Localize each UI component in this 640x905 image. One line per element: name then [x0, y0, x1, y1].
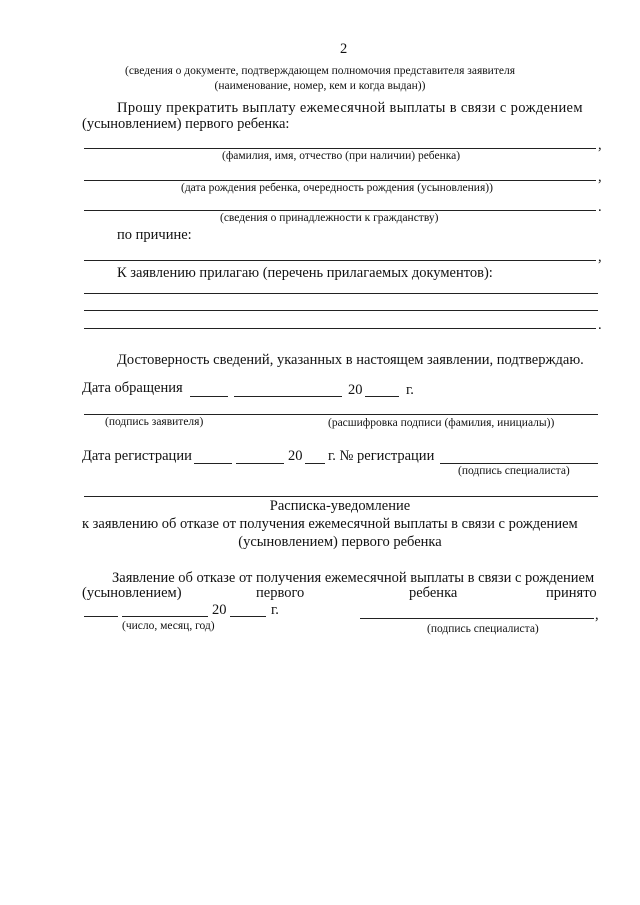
receipt-month-line[interactable]: [122, 616, 208, 617]
receipt-subtitle-2: (усыновлением) первого ребенка: [238, 534, 442, 550]
date-caption: (число, месяц, год): [122, 620, 215, 632]
receipt-word-2: первого: [256, 585, 305, 601]
registration-day-line[interactable]: [194, 463, 232, 464]
period-1: .: [598, 199, 602, 215]
citizenship-line[interactable]: [84, 210, 596, 211]
confirmation-text: Достоверность сведений, указанных в настоящем заявлении, подтверждаю.: [117, 352, 584, 368]
request-line-2: (усыновлением) первого ребенка:: [82, 116, 290, 132]
request-line-1: Прошу прекратить выплату ежемесячной выплаты в связи с рождением: [117, 100, 583, 116]
receipt-word-4: принято: [546, 585, 597, 601]
appeal-year-line[interactable]: [365, 396, 399, 397]
attachments-line-3[interactable]: [84, 328, 596, 329]
child-name-caption: (фамилия, имя, отчество (при наличии) ребенка): [222, 150, 461, 162]
section-divider: [84, 496, 598, 497]
registration-year-prefix: 20: [288, 448, 303, 464]
child-birth-line[interactable]: [84, 180, 596, 181]
appeal-year-suffix: г.: [406, 382, 414, 398]
registration-year-line[interactable]: [305, 463, 325, 464]
attachments-label: К заявлению прилагаю (перечень прилагаемых документов):: [117, 265, 493, 281]
receipt-subtitle-1: к заявлению об отказе от получения ежемесячной выплаты в связи с рождением: [82, 516, 578, 532]
applicant-signature-caption: (подпись заявителя): [105, 416, 204, 428]
receipt-body-1: Заявление об отказе от получения ежемесячной выплаты в связи с рождением: [112, 570, 595, 586]
comma-2: ,: [598, 169, 602, 185]
child-name-line[interactable]: [84, 148, 596, 149]
receipt-word-1: (усыновлением): [82, 585, 182, 601]
registration-date-label: Дата регистрации: [82, 448, 192, 464]
signature-decoding-caption: (расшифровка подписи (фамилия, инициалы)): [328, 417, 555, 429]
comma-1: ,: [598, 137, 602, 153]
receipt-year-line[interactable]: [230, 616, 266, 617]
comma-4: ,: [595, 607, 599, 623]
registration-number-line[interactable]: [440, 463, 598, 464]
attachments-line-2[interactable]: [84, 310, 598, 311]
applicant-signature-line[interactable]: [84, 414, 598, 415]
appeal-day-line[interactable]: [190, 396, 228, 397]
receipt-specialist-signature-line[interactable]: [360, 618, 594, 619]
appeal-month-line[interactable]: [234, 396, 342, 397]
representative-doc-caption-1: (сведения о документе, подтверждающем полномочия представителя заявителя: [124, 65, 515, 77]
specialist-signature-caption-2: (подпись специалиста): [427, 623, 539, 635]
representative-doc-caption-2: (наименование, номер, кем и когда выдан)): [214, 80, 426, 92]
appeal-date-label: Дата обращения: [82, 380, 183, 396]
comma-3: ,: [598, 249, 602, 265]
page-number: 2: [340, 41, 348, 57]
registration-number-label: г. № регистрации: [328, 448, 435, 464]
citizenship-caption: (сведения о принадлежности к гражданству): [220, 212, 439, 224]
attachments-line-1[interactable]: [84, 293, 598, 294]
receipt-word-3: ребенка: [409, 585, 458, 601]
appeal-year-prefix: 20: [348, 382, 363, 398]
receipt-year-prefix: 20: [212, 602, 227, 618]
period-2: .: [598, 317, 602, 333]
receipt-title: Расписка-уведомление: [269, 498, 411, 514]
specialist-signature-caption: (подпись специалиста): [458, 465, 570, 477]
receipt-day-line[interactable]: [84, 616, 118, 617]
receipt-year-suffix: г.: [271, 602, 279, 618]
reason-line[interactable]: [84, 260, 596, 261]
registration-month-line[interactable]: [236, 463, 284, 464]
child-birth-caption: (дата рождения ребенка, очередность рождения (усыновления)): [181, 182, 493, 194]
reason-label: по причине:: [117, 227, 192, 243]
